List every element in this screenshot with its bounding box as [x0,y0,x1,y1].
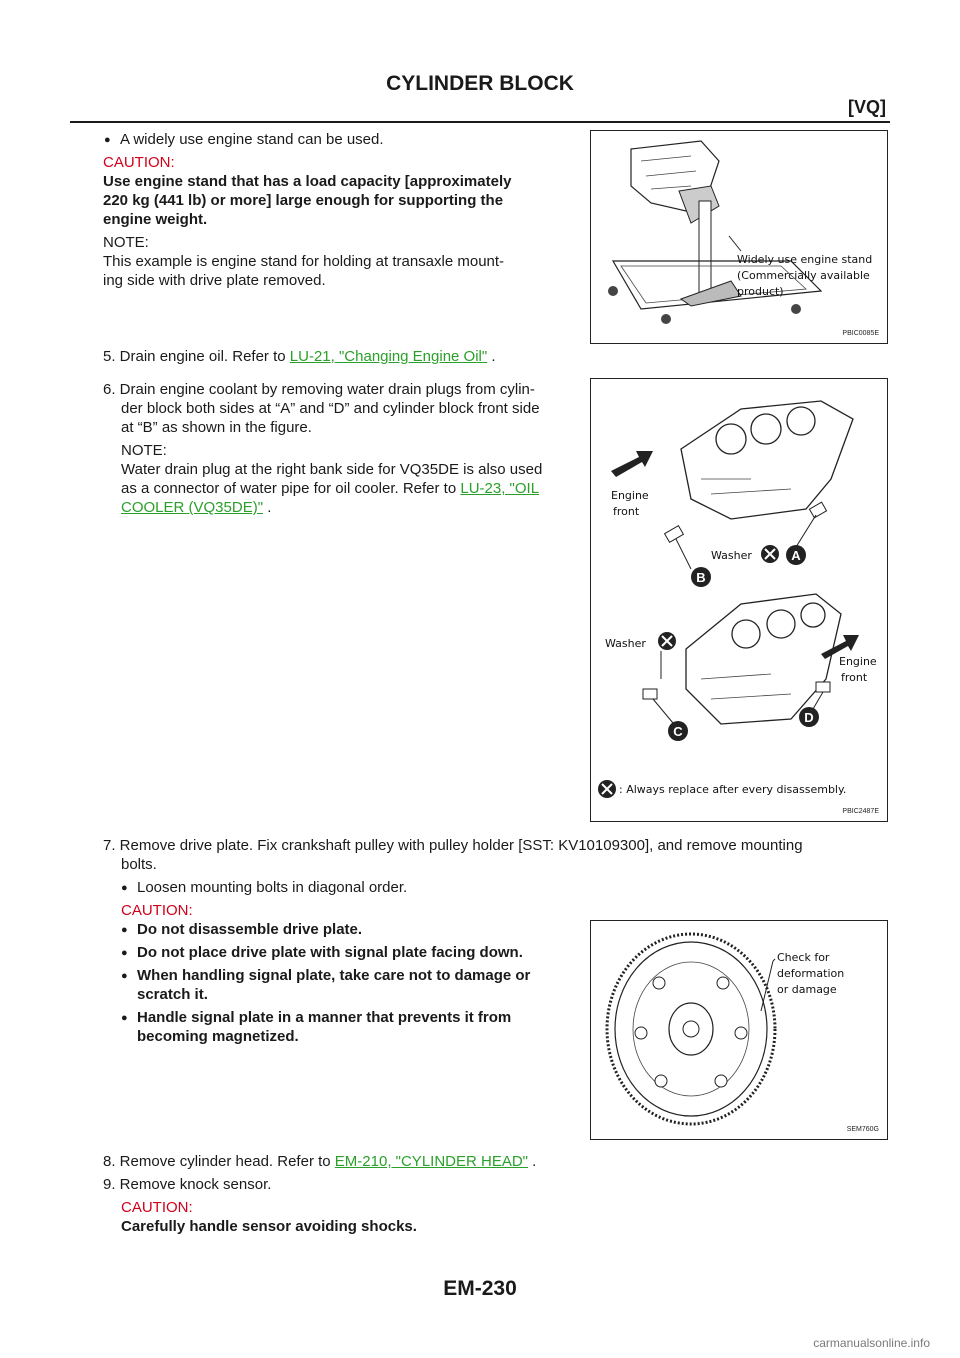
note-text: as a connector of water pipe for oil cooler. Refer to [121,480,461,497]
note-line: This example is engine stand for holding at transaxle mount- [103,253,505,270]
caution-label: CAUTION: [103,154,175,171]
link-cylinder-head[interactable]: EM-210, "CYLINDER HEAD" [334,1153,528,1170]
bullet-loosen-bolts: ● Loosen mounting bolts in diagonal order. [137,878,407,897]
caution-item: ● Do not disassemble drive plate. [137,920,362,939]
watermark: carmanualsonline.info [813,1336,930,1350]
step-5 [103,347,496,366]
callout-d: D [804,710,814,725]
step-7-line: bolts. [121,856,157,873]
step-text: 8. Remove cylinder head. Refer to [103,1153,335,1170]
step-6-line: der block both sides at “A” and “D” and cylinder block front side [121,400,540,417]
figure-code: PBIC2487E [842,808,879,815]
replace-icon [761,545,779,563]
step-7-line: 7. Remove drive plate. Fix crankshaft pulley with pulley holder [SST: KV10109300], and remove mounting [103,837,803,854]
replace-icon [598,780,616,798]
note-line [121,498,271,517]
figure1-label: Widely use engine stand [737,253,873,266]
page-title: CYLINDER BLOCK [386,72,574,95]
caution-item: ● Handle signal plate in a manner that prevents it from [137,1008,511,1027]
step-text: 5. Drain engine oil. Refer to [103,348,290,365]
note-line: ing side with drive plate removed. [103,272,326,289]
engine-front-label: Engine [839,655,877,668]
caution-label: CAUTION: [121,902,193,919]
engine-front-label: front [613,505,640,518]
step-6-line: at “B” as shown in the figure. [121,419,312,436]
note-label: NOTE: [121,442,167,459]
engine-front-label: Engine [611,489,649,502]
step-6-line: 6. Drain engine coolant by removing water drain plugs from cylin- [103,381,535,398]
figure-drain-plugs [590,378,888,822]
figure-engine-stand [590,130,888,344]
drive-plate-illustration [591,921,887,1139]
bullet-engine-stand: ● A widely use engine stand can be used. [120,130,384,149]
washer-label: Washer [711,549,752,562]
link-oil-cooler[interactable]: LU-23, "OIL [460,480,540,497]
callout-a: A [791,548,801,563]
note-line [121,479,539,498]
caution-line: Use engine stand that has a load capacity [approximately [103,173,512,190]
washer-label: Washer [605,637,646,650]
figure3-label: or damage [777,983,837,996]
step-text-end: . [528,1153,537,1170]
note-text-end: . [263,499,272,516]
figure1-label: product) [737,285,784,298]
caution-line: engine weight. [103,211,208,228]
callout-c: C [673,724,683,739]
caution-item-cont: scratch it. [137,986,208,1003]
callout-b: B [696,570,706,585]
engine-stand-illustration [591,131,887,343]
figure3-label: Check for [777,951,830,964]
page-number: EM-230 [443,1277,517,1300]
step-9: 9. Remove knock sensor. [103,1176,272,1193]
caution-item: ● Do not place drive plate with signal plate facing down. [137,943,523,962]
section-tag: [VQ] [848,97,886,117]
cylinder-block-illustration [591,379,887,821]
link-changing-engine-oil[interactable]: LU-21, "Changing Engine Oil" [289,348,488,365]
engine-front-label: front [841,671,868,684]
step-text-end: . [487,348,496,365]
caution-item-cont: becoming magnetized. [137,1028,299,1045]
figure-drive-plate [590,920,888,1140]
figure1-label: (Commercially available [737,269,870,282]
figure-code: PBIC0085E [842,330,879,337]
caution-label: CAUTION: [121,1199,193,1216]
link-oil-cooler[interactable]: COOLER (VQ35DE)" [121,499,264,516]
note-line: Water drain plug at the right bank side for VQ35DE is also used [121,461,543,478]
caution-line: 220 kg (441 lb) or more] large enough for supporting the [103,192,504,209]
figure3-label: deformation [777,967,845,980]
figure2-legend: : Always replace after every disassembly. [619,783,847,796]
step-8 [103,1152,536,1171]
header-divider [70,121,890,123]
caution-item: ● When handling signal plate, take care not to damage or [137,966,530,985]
figure-code: SEM760G [846,1126,879,1133]
replace-icon [658,632,676,650]
note-label: NOTE: [103,234,149,251]
caution-text: Carefully handle sensor avoiding shocks. [121,1218,417,1235]
